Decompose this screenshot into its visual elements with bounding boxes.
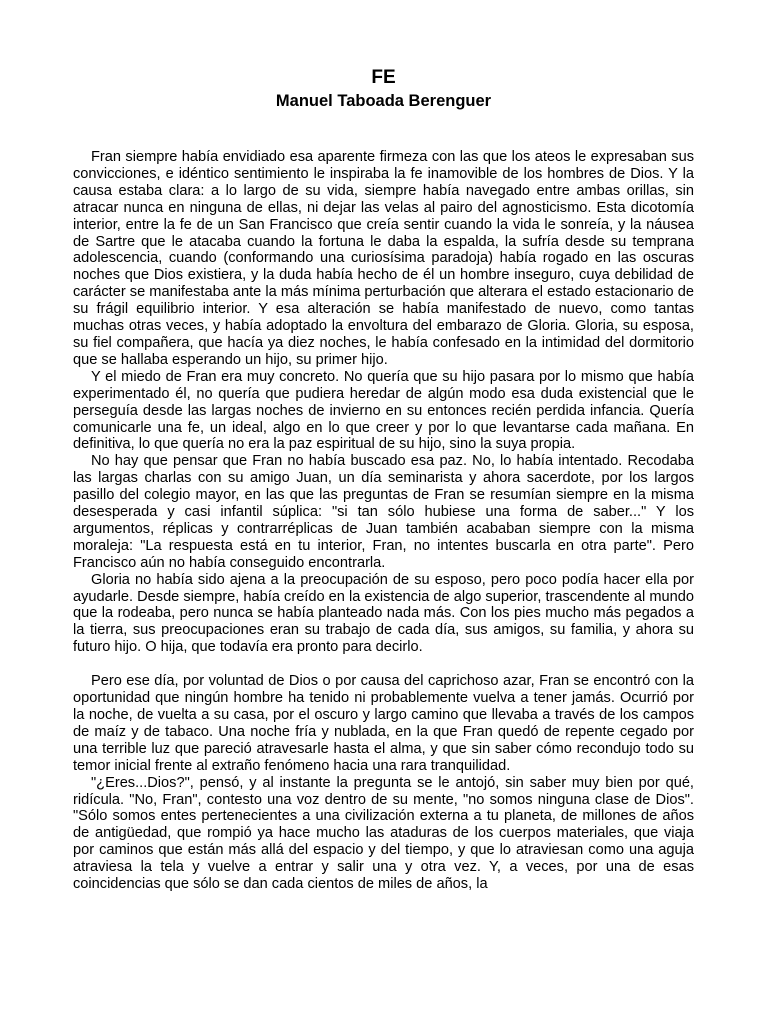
paragraph: Pero ese día, por voluntad de Dios o por causa del caprichoso azar, Fran se encontró con la oportunidad que ningún hombre ha tenido ni probablemente vuelva a tener jamás. Ocurrió por la noche, de vuelta a su casa, por el oscuro y largo camino que llevaba a través de los campos de maíz y de tabaco. Una noche fría y nublada, en la que Fran quedó de repente cegado por una terrible luz que pareció atravesarle hasta el alma, y que sin saber cómo recondujo todo su temor inicial frente al extraño fenómeno hacia una rara tranquilidad.	[73, 673, 694, 774]
paragraph: Y el miedo de Fran era muy concreto. No quería que su hijo pasara por lo mismo que había experimentado él, no quería que pudiera heredar de algún modo esa duda existencial que le perseguía desde las largas noches de invierno en su entonces recién perdida infancia. Quería comunicarle una fe, un ideal, algo en lo que creer y por lo que levantarse cada mañana. En definitiva, lo que quería no era la paz espiritual de su hijo, sino la suya propia.	[73, 368, 694, 453]
document-body	[73, 149, 694, 893]
paragraph: No hay que pensar que Fran no había buscado esa paz. No, lo había intentado. Recodaba las largas charlas con su amigo Juan, un día seminarista y ahora sacerdote, por los largos pasillo del colegio mayor, en las que las preguntas de Fran se resumían siempre en la misma desesperada y casi infantil súplica: "si tan sólo hubiese una forma de saber..." Y los argumentos, réplicas y contrarréplicas de Juan también acababan siempre con la misma moraleja: "La respuesta está en tu interior, Fran, no intentes buscarla en otra parte". Pero Francisco aún no había conseguido encontrarla.	[73, 453, 694, 571]
paragraph: Fran siempre había envidiado esa aparente firmeza con las que los ateos le expresaban sus convicciones, e idéntico sentimiento le inspiraba la fe inamovible de los hombres de Dios. Y la causa estaba clara: a lo largo de su vida, siempre había navegado entre ambas orillas, sin atracar nunca en ninguna de ellas, ni dejar las velas al pairo del agnosticismo. Esta dicotomía interior, entre la fe de un San Francisco que creía sentir cuando la vida le sonreía, y la náusea de Sartre que le atacaba cuando la fortuna le daba la espalda, la sufría desde su temprana adolescencia, cuando (conformando una curiosísima paradoja) había rogado en las oscuras noches que Dios existiera, y la duda había hecho de él un hombre inseguro, cuya debilidad de carácter se manifestaba ante la más mínima perturbación que alterara el estado estacionario de su frágil equilibrio interior. Y esa alteración se había manifestado de nuevo, como tantas muchas otras veces, y había adoptado la envoltura del embarazo de Gloria. Gloria, su esposa, su fiel compañera, que hacía ya diez noches, le había confesado en la intimidad del dormitorio que se hallaba esperando un hijo, su primer hijo.	[73, 149, 694, 368]
document-title: FE	[371, 67, 396, 88]
paragraph: Gloria no había sido ajena a la preocupación de su esposo, pero poco podía hacer ella por ayudarle. Desde siempre, había creído en la existencia de algo superior, trascendente al mundo que la rodeaba, pero nunca se había planteado nada más. Con los pies mucho más pegados a la tierra, sus preocupaciones eran su trabajo de cada día, sus amigos, su familia, y ahora su futuro hijo. O hija, que todavía era pronto para decirlo.	[73, 571, 694, 656]
document-page	[73, 66, 694, 893]
paragraph: "¿Eres...Dios?", pensó, y al instante la pregunta se le antojó, sin saber muy bien por qué, ridícula. "No, Fran", contesto una voz dentro de su mente, "no somos ninguna clase de Dios". "Sólo somos entes pertenecientes a una civilización externa a tu planeta, de millones de años de antigüedad, que rompió ya hace mucho las ataduras de los cuerpos materiales, que viaja por caminos que están más allá del espacio y del tiempo, y que lo atraviesan como una aguja atraviesa la tela y vuelve a entrar y salir una y otra vez. Y, a veces, por una de esas coincidencias que sólo se dan cada cientos de miles de años, la	[73, 774, 694, 893]
document-author: Manuel Taboada Berenguer	[275, 92, 492, 110]
